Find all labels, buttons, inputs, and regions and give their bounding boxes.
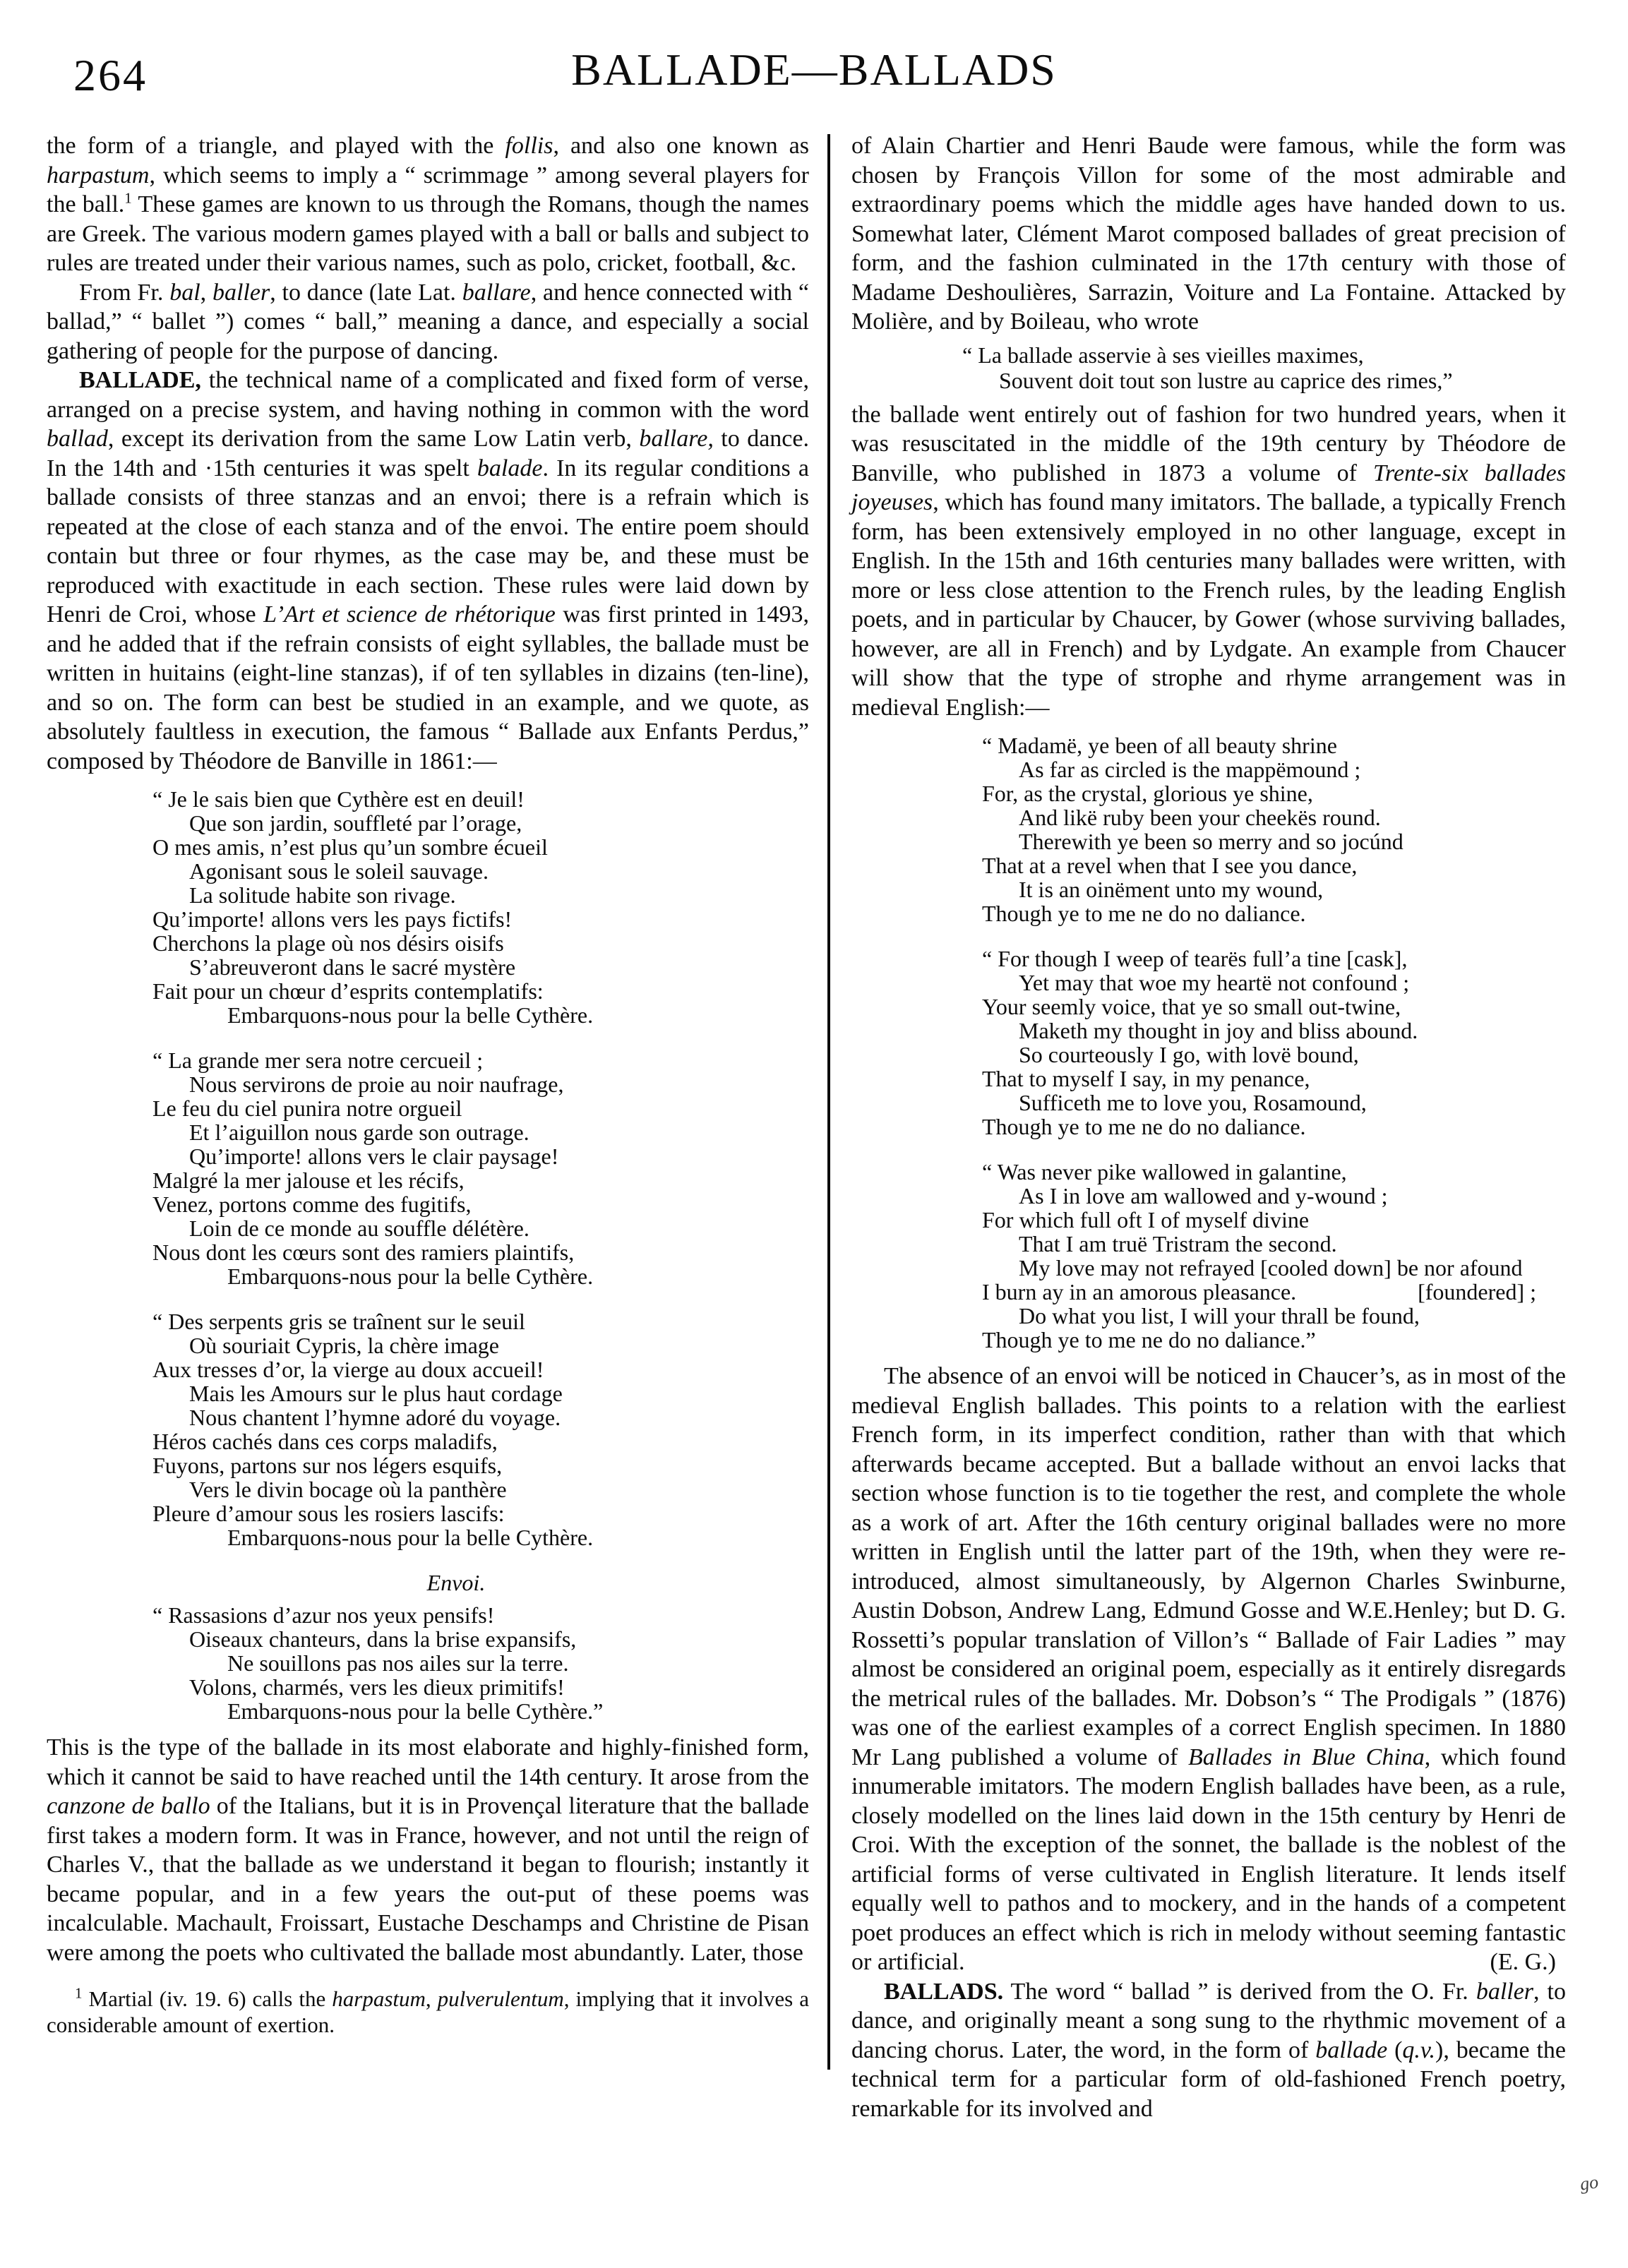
poem-line-text: Venez, portons comme des fugitifs, <box>152 1192 472 1217</box>
poem-line-text: Loin de ce monde au souffle délétère. <box>189 1216 529 1241</box>
text-segment: bal <box>169 279 200 306</box>
poem-line <box>152 931 809 955</box>
poem-line <box>152 1453 809 1477</box>
text-segment: , implying that it involves a considerable amount of exertion. <box>47 1986 810 2037</box>
poem-line-text: Ne souillons pas nos ailes sur la terre. <box>227 1650 569 1676</box>
page-number: 264 <box>73 50 148 100</box>
poem-line <box>152 1603 809 1627</box>
poem-line-text: Though ye to me ne do no daliance.” <box>982 1327 1316 1352</box>
text-segment: 1 <box>75 1984 83 2002</box>
french-envoi <box>152 1603 809 1723</box>
poem-line <box>982 805 1566 829</box>
poem-line <box>982 1091 1566 1115</box>
poem-line <box>152 1003 809 1027</box>
text-segment: L’Art et science de rhétorique <box>263 601 556 628</box>
poem-line <box>152 1699 809 1723</box>
text-segment: ballare <box>462 279 531 306</box>
poem-line <box>152 1192 809 1216</box>
two-column-layout <box>47 131 1566 2123</box>
para-ballade-history <box>47 1733 809 1967</box>
poem-line-text: Nous servirons de proie au noir naufrage, <box>189 1072 564 1097</box>
text-segment: This is the type of the ballade in its most elaborate and highly-finished form, which it cannot be said to have reached until the 14th century. It arose from the <box>47 1734 809 1790</box>
poem-line <box>982 1328 1566 1352</box>
poem-line-text: Embarquons-nous pour la belle Cythère. <box>227 1264 594 1289</box>
poem-line-text: For which full oft I of myself divine <box>982 1207 1310 1232</box>
poem-line <box>982 877 1566 901</box>
poem-line-text: O mes amis, n’est plus qu’un sombre écueil <box>152 834 548 860</box>
text-segment: , to dance, and originally meant a song sung to the rhythmic movement of a dancing chorus. Later, the word, in the form of <box>851 1978 1566 2063</box>
para-ball-etymology <box>47 278 809 366</box>
poem-line <box>152 1627 809 1651</box>
right-column <box>851 131 1566 2123</box>
text-segment: q.v. <box>1402 2036 1435 2063</box>
poem-line-text: So courteously I go, with lovë bound, <box>1019 1042 1359 1067</box>
poem-line <box>152 1120 809 1144</box>
text-segment: ballad <box>47 426 108 452</box>
para-villon-marot <box>851 131 1566 337</box>
poem-line <box>982 1115 1566 1139</box>
text-segment: . In its regular conditions a ballade consists of three stanzas and an envoi; there is a refrain which is repeated at the close of each stanza and of the envoi. The entire poem should contain but three or four rhymes, as the case may be, and these must be reproduced with exactitude in each section. These rules were laid down by Henri de Croi, whose <box>47 455 809 628</box>
poem-line <box>152 787 809 811</box>
poem-line-text: As I in love am wallowed and y-wound ; <box>1019 1183 1388 1208</box>
poem-line <box>152 1675 809 1699</box>
page-title: BALLADE—BALLADS <box>571 44 1057 95</box>
poem-line-text: “ Madamë, ye been of all beauty shrine <box>982 733 1337 758</box>
poem-line <box>152 883 809 907</box>
para-ball-games-continuation <box>47 131 809 278</box>
text-segment: baller <box>1476 1978 1534 2005</box>
poem-line-text: Malgré la mer jalouse et les récifs, <box>152 1168 465 1193</box>
poem-line-text: Though ye to me ne do no daliance. <box>982 901 1306 926</box>
text-segment: of the Italians, but it is in Provençal literature that the ballade first takes a modern form. It was in France, however, and not until the reign of Charles V., that the ballade as we understand it began to flourish; instantly it became popular, and in a few years the out-put of these poems was incalculable. Machault, Froissart, Eustache Deschamps and Christine de Pisan were among the poets who cultivated the ballade most abundantly. Later, those <box>47 1793 809 1966</box>
poem-line <box>152 1333 809 1357</box>
poem-line <box>982 829 1566 853</box>
poem-line <box>982 1280 1566 1304</box>
poem-line-text: “ Was never pike wallowed in galantine, <box>982 1159 1347 1184</box>
text-segment: ballare, <box>639 426 714 452</box>
french-stanza-1 <box>152 787 809 1027</box>
poem-line <box>152 1429 809 1453</box>
poem-line <box>152 1651 809 1675</box>
poem-line-text: “ Des serpents gris se traînent sur le seuil <box>152 1309 525 1334</box>
text-segment: baller <box>212 279 270 306</box>
poem-line <box>962 368 1566 393</box>
poem-line-text: Embarquons-nous pour la belle Cythère. <box>227 1525 594 1550</box>
text-segment: ( <box>1387 2036 1403 2063</box>
poem-line-text: Et l’aiguillon nous garde son outrage. <box>189 1120 529 1145</box>
poem-line <box>152 859 809 883</box>
poem-line <box>982 1232 1566 1256</box>
poem-line <box>152 1168 809 1192</box>
french-stanza-3 <box>152 1309 809 1549</box>
poem-line <box>982 1304 1566 1328</box>
poem-line <box>982 1160 1566 1184</box>
poem-line-text: Cherchons la plage où nos désirs oisifs <box>152 930 504 956</box>
poem-line-text: Souvent doit tout son lustre au caprice des rimes,” <box>999 367 1453 393</box>
text-segment: to dance. In the 14th and ·15th centuries it was spelt <box>47 426 809 481</box>
poem-line-text: For, as the crystal, glorious ye shine, <box>982 781 1313 806</box>
chaucer-stanza-2 <box>982 947 1566 1139</box>
poem-line-text: S’abreuveront dans le sacré mystère <box>189 954 516 980</box>
text-segment: , to dance (late Lat. <box>270 279 462 306</box>
boileau-quote <box>962 342 1566 393</box>
poem-line-text: Que son jardin, souffleté par l’orage, <box>189 810 522 836</box>
poem-line <box>982 947 1566 971</box>
poem-line <box>152 1216 809 1240</box>
poem-line-text: “ For though I weep of tearës full’a tine [cask], <box>982 946 1408 971</box>
text-segment: From Fr. <box>79 279 170 306</box>
poem-line-text: Do what you list, I will your thrall be found, <box>1019 1303 1420 1328</box>
poem-line-gloss: [foundered] ; <box>1418 1279 1536 1304</box>
text-segment: of Alain Chartier and Henri Baude were famous, while the form was chosen by François Villon for some of the most admirable and extraordinary poems which the middle ages have handed down to us. Somewhat later, Clément Marot composed ballades of great precision of form, and the fashion culminated in the 17th century with those of Madame Deshoulières, Sarrazin, Voiture and La Fontaine. Attacked by Molière, and by Boileau, who wrote <box>851 133 1566 335</box>
text-segment: These games are known to us through the Romans, though the names are Greek. The various modern games played with a ball or balls and subject to rules are treated under their various names, such as polo, cricket, football, &c. <box>47 191 809 276</box>
poem-line <box>152 1477 809 1501</box>
left-column <box>47 131 809 2123</box>
text-segment: , and also one known as <box>553 133 809 159</box>
text-segment: Ballades in Blue China <box>1187 1744 1425 1770</box>
text-segment: Martial (iv. 19. 6) calls the <box>82 1986 333 2011</box>
poem-line <box>982 733 1566 757</box>
poem-line-text: It is an oinëment unto my wound, <box>1019 877 1324 902</box>
entry-ballads <box>851 1977 1566 2124</box>
text-segment: harpastum <box>47 162 150 188</box>
poem-line <box>152 1381 809 1405</box>
text-segment: , which seems to imply a “ scrimmage ” among several players for the ball. <box>47 162 809 217</box>
poem-line-text: Fait pour un chœur d’esprits contemplatifs: <box>152 978 544 1004</box>
poem-line <box>152 979 809 1003</box>
text-segment: , <box>425 1986 438 2011</box>
text-segment: harpastum <box>332 1986 426 2011</box>
poem-line <box>982 971 1566 995</box>
poem-line <box>152 1405 809 1429</box>
poem-line-text: Héros cachés dans ces corps maladifs, <box>152 1429 498 1454</box>
poem-line <box>982 1067 1566 1091</box>
poem-line-text: Nous chantent l’hymne adoré du voyage. <box>189 1405 561 1430</box>
poem-line-text: As far as circled is the mappëmound ; <box>1019 757 1361 782</box>
text-segment: , except its derivation from the same Low Latin verb, <box>107 426 640 452</box>
poem-line-text: Maketh my thought in joy and bliss abound. <box>1019 1018 1418 1043</box>
text-segment: pulverulentum <box>437 1986 564 2011</box>
poem-line-text: Sufficeth me to love you, Rosamound, <box>1019 1090 1367 1115</box>
poem-line-text: Agonisant sous le soleil sauvage. <box>189 858 489 884</box>
poem-line-text: Où souriait Cypris, la chère image <box>189 1333 499 1358</box>
poem-line-text: Though ye to me ne do no daliance. <box>982 1114 1306 1139</box>
poem-line-text: Your seemly voice, that ye so small out-twine, <box>982 994 1401 1019</box>
text-segment: ballade <box>1315 2036 1388 2063</box>
text-segment: follis <box>505 133 553 159</box>
text-segment: The word “ ballad ” is derived from the O. Fr. <box>1003 1978 1476 2005</box>
poem-line <box>982 1184 1566 1208</box>
poem-line-text: “ La ballade asservie à ses vieilles maximes, <box>962 342 1364 368</box>
text-segment: , and hence connected with “ ballad,” “ ballet ”) comes “ ball,” meaning a dance, and especially a social gathering of people for the purpose of dancing. <box>47 279 810 364</box>
text-segment: , <box>200 279 213 306</box>
entry-ballade <box>47 366 809 776</box>
poem-line-text: Aux tresses d’or, la vierge au doux accueil! <box>152 1357 544 1382</box>
poem-line <box>152 1072 809 1096</box>
text-segment: 1 <box>124 189 132 207</box>
text-segment: ), became the technical term for a particular form of old-fashioned French poetry, remarkable for its involved and <box>851 2036 1566 2122</box>
poem-line-text: Nous dont les cœurs sont des ramiers plaintifs, <box>152 1240 575 1265</box>
author-initials: (E. G.) <box>1490 1949 1556 1975</box>
para-banville-revival <box>851 400 1566 723</box>
scan-smudge-mark: go <box>1579 2171 1600 2195</box>
poem-line <box>982 1256 1566 1280</box>
poem-line-text: Mais les Amours sur le plus haut cordage <box>189 1381 563 1406</box>
poem-line <box>982 1208 1566 1232</box>
text-segment: Trente-six ballades joyeuses <box>851 460 1567 515</box>
poem-line <box>982 757 1566 781</box>
poem-line <box>152 1096 809 1120</box>
poem-line-text: And likë ruby been your cheekës round. <box>1019 805 1381 830</box>
chaucer-stanza-1 <box>982 733 1566 925</box>
poem-line-text: Pleure d’amour sous les rosiers lascifs: <box>152 1501 505 1526</box>
chaucer-stanza-3 <box>982 1160 1566 1352</box>
poem-line <box>982 995 1566 1019</box>
text-segment: BALLADE, <box>79 367 201 393</box>
text-segment: the technical name of a complicated and fixed form of verse, arranged on a precise system, and having nothing in common with the word <box>47 367 809 423</box>
french-ballade-poem <box>152 787 809 1723</box>
poem-line <box>152 1240 809 1264</box>
poem-line-text: Volons, charmés, vers les dieux primitifs! <box>189 1674 565 1700</box>
text-segment: The absence of an envoi will be noticed in Chaucer’s, as in most of the medieval English ballades. This points to a relation with the earliest French form, in its imperfect condition, rather than with that which afterwards became accepted. But a ballade without an envoi lacks that section whose function is to tie together the rest, and complete the whole as a work of art. After the 16th century original ballades were no more written in English until the latter part of the 19th, when they were re-introduced, almost simultaneously, by Algernon Charles Swinburne, Austin Dobson, Andrew Lang, Edmund Gosse and W.E.Henley; but D. G. Rossetti’s popular translation of Villon’s “ Ballade of Fair Ladies ” may almost be considered an original poem, especially as it entirely disregards the metrical rules of the ballades. Mr. Dobson’s “ The Prodigals ” (1876) was one of the earliest examples of a correct English specimen. In 1880 Mr Lang published a volume of <box>851 1363 1566 1770</box>
envoi-heading: Envoi. <box>426 1570 486 1595</box>
poem-line-text: La solitude habite son rivage. <box>189 882 456 908</box>
poem-line <box>152 1264 809 1288</box>
para-envoi-absence <box>851 1362 1566 1977</box>
poem-line <box>152 907 809 931</box>
text-segment: was first printed in 1493, and he added that if the refrain consists of eight syllables, the ballade must be written in huitains (eight-line stanzas), if of ten syllables in dizains (ten-line), and so on. The form can best be studied in an example, and we quote, as absolutely faultless in execution, the famous “ Ballade aux Enfants Perdus,” composed by Théodore de Banville in 1861:— <box>47 601 809 774</box>
column-divider-rule <box>827 134 830 2070</box>
poem-line <box>982 853 1566 877</box>
poem-line <box>982 1043 1566 1067</box>
poem-line <box>982 781 1566 805</box>
poem-line-text: I burn ay in an amorous pleasance. <box>982 1279 1297 1304</box>
poem-line-text: That I am truë Tristram the second. <box>1019 1231 1337 1256</box>
poem-line <box>152 1357 809 1381</box>
poem-line-text: Oiseaux chanteurs, dans la brise expansifs, <box>189 1626 577 1652</box>
text-segment: the ballade went entirely out of fashion for two hundred years, when it was resuscitated in the middle of the 19th century by Théodore de Banville, who published in 1873 a volume of <box>851 401 1566 486</box>
poem-line <box>152 811 809 835</box>
poem-line-text: Le feu du ciel punira notre orgueil <box>152 1096 462 1121</box>
poem-line <box>152 1048 809 1072</box>
poem-line <box>152 1144 809 1168</box>
chaucer-ballade-poem <box>982 733 1566 1352</box>
poem-line <box>982 901 1566 925</box>
poem-line <box>982 1019 1566 1043</box>
poem-line <box>962 342 1566 368</box>
poem-line-text: “ La grande mer sera notre cercueil ; <box>152 1048 484 1073</box>
poem-line-text: Therewith ye been so merry and so jocúnd <box>1019 829 1403 854</box>
poem-line-text: Embarquons-nous pour la belle Cythère. <box>227 1002 594 1028</box>
text-segment: , which has found many imitators. The ballade, a typically French form, has been extensively employed in no other language, except in English. In the 15th and 16th centuries many ballades were written, with more or less close attention to the French rules, by the leading English poets, and in particular by Chaucer, by Gower (whose surviving ballades, however, are all in French) and by Lydgate. An example from Chaucer will show that the type of strophe and rhyme arrangement was in medieval English:— <box>851 489 1566 721</box>
text-segment: the form of a triangle, and played with the <box>47 133 505 159</box>
poem-line-text: Qu’importe! allons vers le clair paysage! <box>189 1144 559 1169</box>
french-stanza-2 <box>152 1048 809 1288</box>
text-segment: balade <box>477 455 543 481</box>
poem-line-text: Qu’importe! allons vers les pays fictifs! <box>152 906 513 932</box>
poem-line-text: Yet may that woe my heartë not confound ; <box>1019 970 1410 995</box>
footnote-martial <box>47 1986 809 2038</box>
poem-line-text: “ Rassasions d’azur nos yeux pensifs! <box>152 1602 495 1628</box>
poem-line <box>152 835 809 859</box>
poem-line-text: Vers le divin bocage où la panthère <box>189 1477 507 1502</box>
poem-line <box>152 955 809 979</box>
text-segment: , which found innumerable imitators. The modern English ballades have been, as a rule, closely modelled on the lines laid down in the 15th century by Henri de Croi. With the exception of the sonnet, the ballade is the noblest of the artificial forms of verse cultivated in English literature. It lends itself equally well to pathos and to mockery, and in the hands of a competent poet produces an effect which is rich in melody without seeming fantastic or artificial. <box>851 1744 1567 1975</box>
poem-line-text: “ Je le sais bien que Cythère est en deuil! <box>152 786 525 812</box>
poem-line <box>152 1525 809 1549</box>
poem-line <box>152 1309 809 1333</box>
poem-line-text: Embarquons-nous pour la belle Cythère.” <box>227 1698 604 1724</box>
poem-line-text: That to myself I say, in my penance, <box>982 1066 1310 1091</box>
poem-line-text: That at a revel when that I see you dance, <box>982 853 1358 878</box>
text-segment: canzone de ballo <box>47 1793 210 1819</box>
poem-line-text: Fuyons, partons sur nos légers esquifs, <box>152 1453 503 1478</box>
text-segment: BALLADS. <box>884 1978 1004 2005</box>
poem-line <box>152 1501 809 1525</box>
poem-line-text: My love may not refrayed [cooled down] be nor afound <box>1019 1255 1523 1280</box>
